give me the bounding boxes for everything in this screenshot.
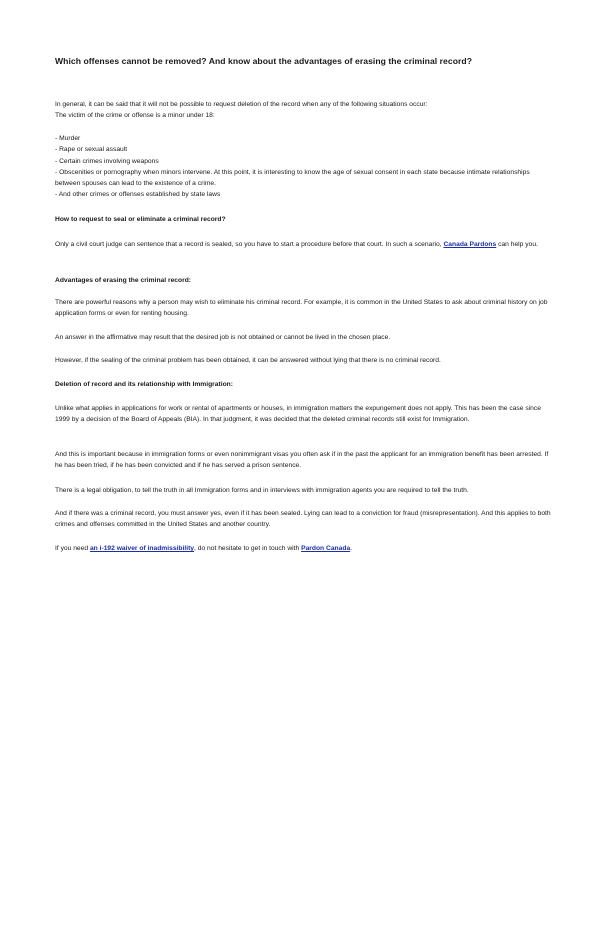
closing-paragraph — [55, 543, 555, 554]
closing-text-2: , do not hesitate to get in touch with — [194, 545, 302, 552]
canada-pardons-link[interactable]: Canada Pardons — [443, 241, 497, 248]
section-heading-seal: How to request to seal or eliminate a criminal record? — [55, 216, 226, 223]
advantages-paragraph-1: There are powerful reasons why a person may wish to eliminate his criminal record. For example, it is common in the United States to ask about criminal history on job application forms or even for renting housing. — [55, 299, 548, 318]
immigration-paragraph-1: Unlike what applies in applications for work or rental of apartments or houses, in immigration matters the expungement does not apply. This has been the case since 1999 by a decision of the Board of Appeals (BIA). In that judgment, it was decided that the deleted criminal records still exist for Immigration. — [55, 405, 541, 424]
immigration-paragraph-3: There is a legal obligation, to tell the truth in all Immigration forms and in interviews with immigration agents you are required to tell the truth. — [55, 487, 469, 494]
list-item: - Obscenities or pornography when minors intervene. At this point, it is interesting to know the age of sexual consent in each state because intimate relationships between spouses can lead to the existence of a crime. — [55, 168, 530, 188]
closing-text-3: . — [350, 545, 353, 552]
closing-text-1: If you need — [55, 545, 90, 552]
list-item: - Certain crimes involving weapons — [55, 157, 159, 165]
intro-line-1: In general, it can be said that it will not be possible to request deletion of the record when any of the following situations occur: — [55, 101, 428, 108]
list-item: - Murder — [55, 135, 81, 142]
advantages-paragraph-2: An answer in the affirmative may result that the desired job is not obtained or cannot be lived in the chosen place. — [55, 334, 391, 341]
section-heading-immigration: Deletion of record and its relationship with Immigration: — [55, 381, 233, 388]
seal-text-before: Only a civil court judge can sentence that a record is sealed, so you have to start a procedure before that court. In such a scenario, — [55, 241, 444, 248]
intro-line-2: The victim of the crime or offense is a minor under 18: — [55, 112, 215, 120]
list-item: - Rape or sexual assault — [55, 146, 128, 154]
waiver-link[interactable]: an i-192 waiver of inadmissibility — [89, 545, 195, 552]
seal-text-after: can help you. — [496, 241, 538, 248]
excluded-offenses-list — [55, 133, 555, 201]
seal-paragraph — [55, 239, 555, 250]
immigration-paragraph-2: And this is important because in immigration forms or even nonimmigrant visas you often ask if in the past the applicant for an immigration benefit has been arrested. If he has been tried, if he has been convicted and if he has served a prison sentence. — [55, 451, 549, 470]
section-heading-advantages: Advantages of erasing the criminal record: — [55, 277, 192, 284]
page-title: Which offenses cannot be removed? And know about the advantages of erasing the criminal record? — [55, 56, 473, 66]
immigration-paragraph-4: And if there was a criminal record, you must answer yes, even if it has been sealed. Lying can lead to a conviction for fraud (misrepresentation). And this applies to both crimes and offenses committed in the United States and another country. — [55, 510, 551, 529]
intro — [55, 99, 555, 122]
list-item: - And other crimes or offenses established by state laws — [55, 191, 221, 199]
advantages-paragraph-3: However, if the sealing of the criminal problem has been obtained, it can be answered without lying that there is no criminal record. — [55, 357, 441, 364]
pardon-canada-link[interactable]: Pardon Canada — [301, 545, 351, 552]
